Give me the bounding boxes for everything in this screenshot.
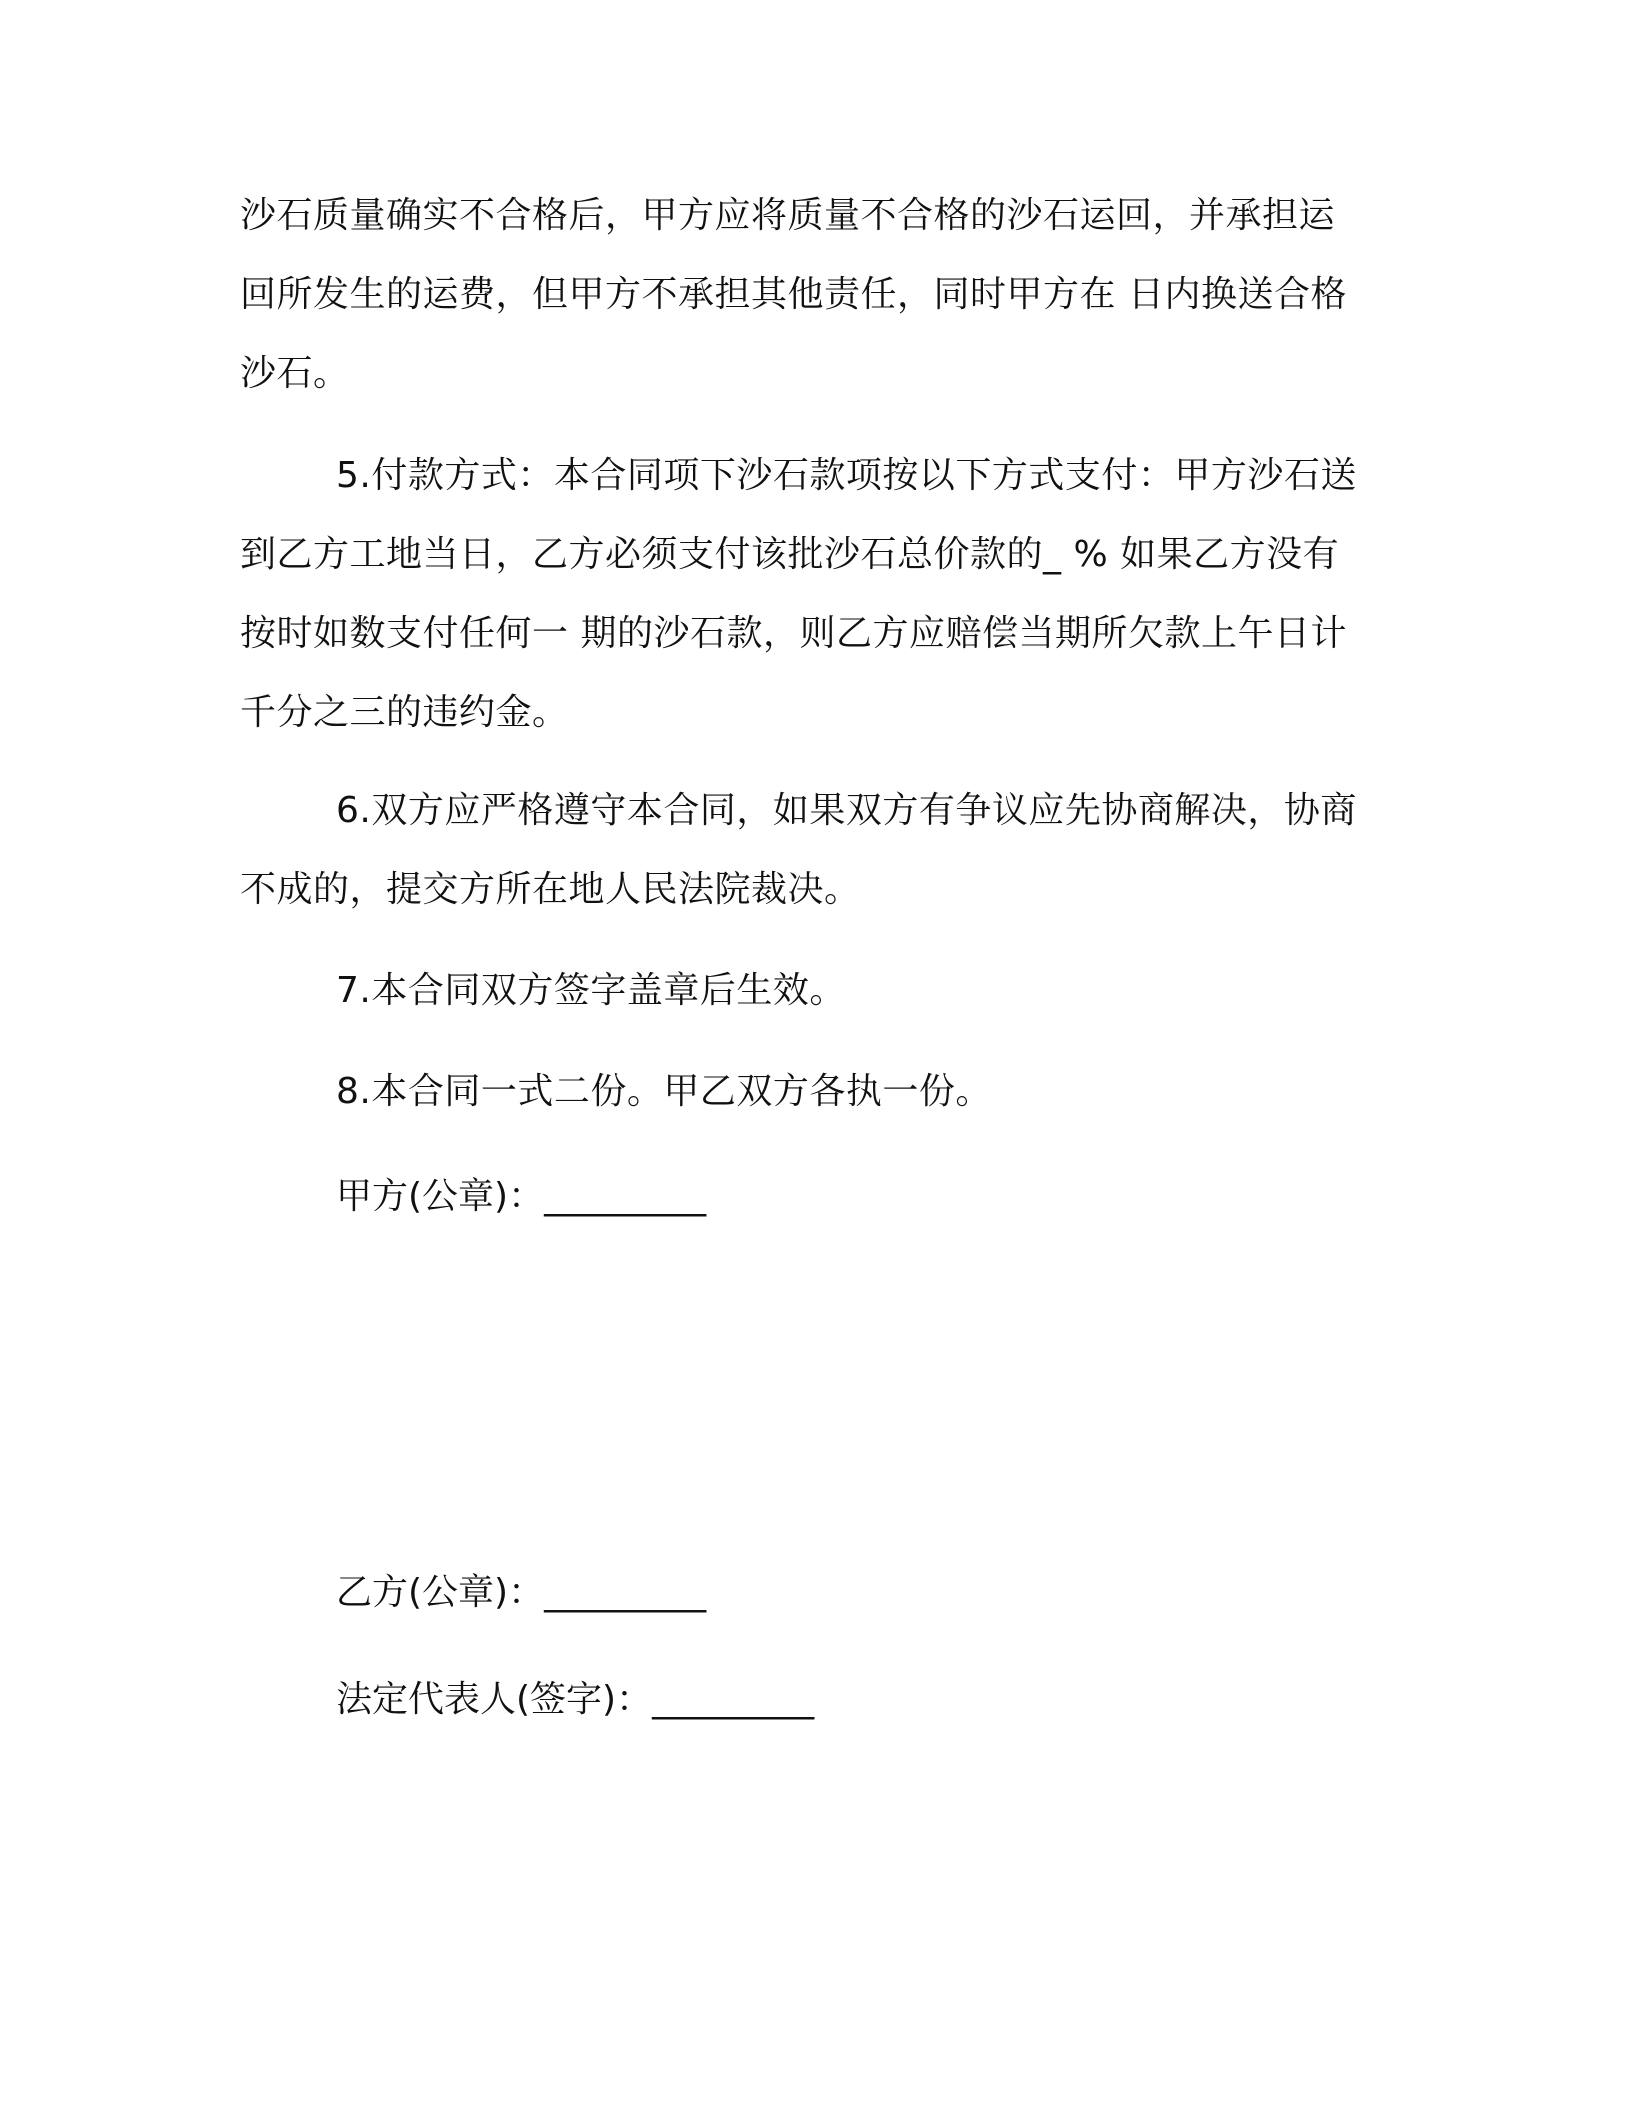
clause-8: 8.本合同一式二份。甲乙双方各执一份。: [336, 1071, 992, 1112]
legal-representative-signature-line: 法定代表人(签字)：_________: [336, 1679, 815, 1720]
paragraph-line: 回所发生的运费，但甲方不承担其他责任，同时甲方在 日内换送合格: [240, 274, 1347, 315]
party-a-seal-line: 甲方(公章)：_________: [336, 1176, 707, 1217]
clause-7: 7.本合同双方签字盖章后生效。: [336, 970, 846, 1011]
clause-5-line: 按时如数支付任何一 期的沙石款，则乙方应赔偿当期所欠款上午日计: [240, 613, 1347, 654]
clause-5-line: 5.付款方式：本合同项下沙石款项按以下方式支付：甲方沙石送: [336, 455, 1357, 496]
clause-5-line: 到乙方工地当日，乙方必须支付该批沙石总价款的_ % 如果乙方没有: [240, 534, 1340, 575]
paragraph-line: 沙石。: [240, 353, 350, 394]
party-b-seal-line: 乙方(公章)：_________: [336, 1572, 707, 1613]
paragraph-line: 沙石质量确实不合格后，甲方应将质量不合格的沙石运回，并承担运: [240, 195, 1336, 236]
clause-6-line: 不成的，提交方所在地人民法院裁决。: [240, 869, 861, 910]
clause-6-line: 6.双方应严格遵守本合同，如果双方有争议应先协商解决，协商: [336, 790, 1357, 831]
clause-5-line: 千分之三的违约金。: [240, 692, 569, 733]
